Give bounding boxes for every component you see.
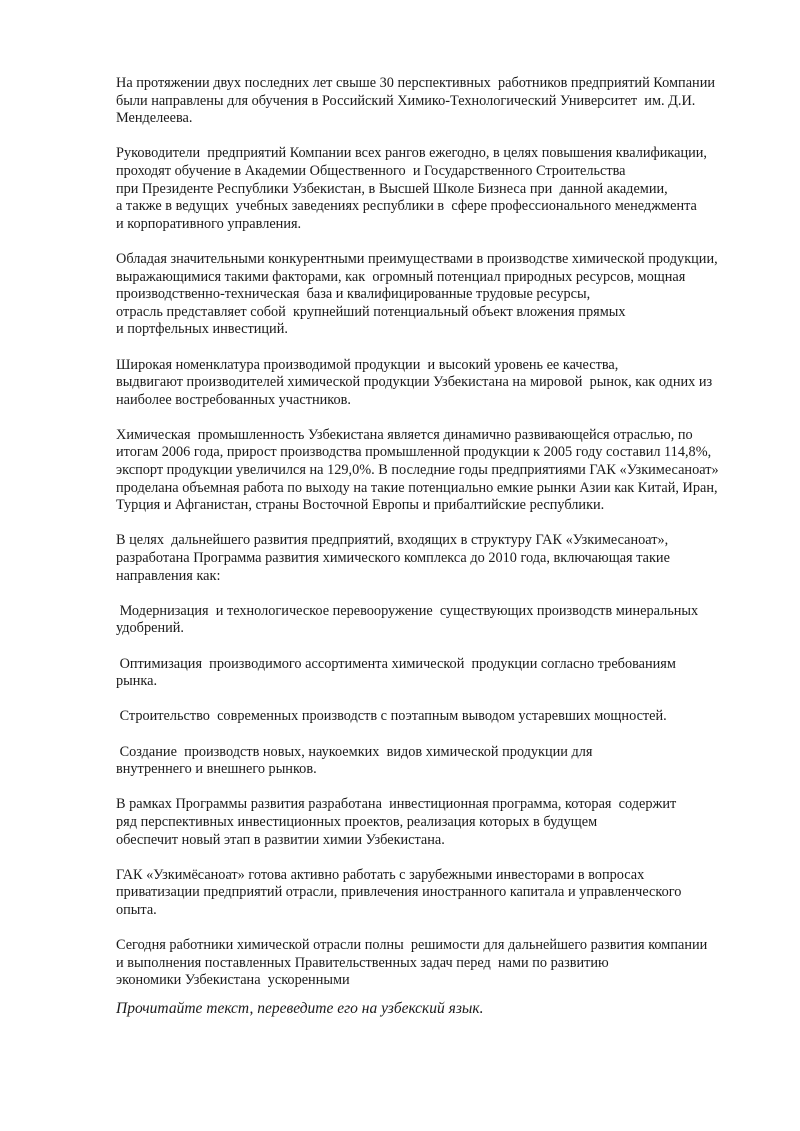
text-line: наиболее востребованных участников. xyxy=(116,391,351,408)
paragraph xyxy=(116,796,776,849)
text-line: экономики Узбекистана ускоренными xyxy=(116,972,350,989)
text-line: проделана объемная работа по выходу на такие потенциально емкие рынки Азии как Китай, Иран, xyxy=(116,479,718,496)
text-line: ряд перспективных инвестиционных проектов, реализация которых в будущем xyxy=(116,813,598,830)
text-line: выражающимися такими факторами, как огромный потенциал природных ресурсов, мощная xyxy=(116,268,686,285)
text-line: На протяжении двух последних лет свыше 30 перспективных работников предприятий Компании xyxy=(116,75,716,91)
text-line: Строительство современных производств с поэтапным выводом устаревших мощностей. xyxy=(116,708,667,725)
text-line: при Президенте Республики Узбекистан, в Высшей Школе Бизнеса при данной академии, xyxy=(116,180,668,197)
paragraph xyxy=(116,145,776,233)
text-line: отрасль представляет собой крупнейший потенциальный объект вложения прямых xyxy=(116,303,626,320)
text-line: итогам 2006 года, прирост производства промышленной продукции к 2005 году составил 114,8%, xyxy=(116,444,712,461)
task-instruction: Прочитайте текст, переведите его на узбекский язык. xyxy=(116,1000,484,1017)
text-line: приватизации предприятий отрасли, привлечения иностранного капитала и управленческого xyxy=(116,884,682,901)
text-line: Турция и Афганистан, страны Восточной Европы и прибалтийские республики. xyxy=(116,497,605,514)
text-line: внутреннего и внешнего рынков. xyxy=(116,761,317,778)
text-line: рынка. xyxy=(116,673,158,690)
text-line: проходят обучение в Академии Общественного и Государственного Строительства xyxy=(116,162,626,179)
paragraph xyxy=(116,603,776,638)
text-line: и портфельных инвестиций. xyxy=(116,321,288,338)
text-line: Оптимизация производимого ассортимента химической продукции согласно требованиям xyxy=(116,655,676,672)
text-line: удобрений. xyxy=(116,620,184,637)
text-line: Широкая номенклатура производимой продукции и высокий уровень ее качества, xyxy=(116,356,619,373)
text-line: а также в ведущих учебных заведениях республики в сфере профессионального менеджмента xyxy=(116,198,697,215)
text-line: Химическая промышленность Узбекистана является динамично развивающейся отраслью, по xyxy=(116,426,693,443)
paragraph xyxy=(116,532,776,585)
text-line: были направлены для обучения в Российский Химико-Технологический Университет им. Д.И. xyxy=(116,92,696,109)
text-line: экспорт продукции увеличился на 129,0%. В последние годы предприятиями ГАК «Узкимесаноат» xyxy=(116,462,719,479)
text-line: направления как: xyxy=(116,567,221,584)
text-line: обеспечит новый этап в развитии химии Узбекистана. xyxy=(116,831,445,848)
text-line: В целях дальнейшего развития предприятий, входящих в структуру ГАК «Узкимесаноат», xyxy=(116,532,669,549)
text-line: Создание производств новых, наукоемких видов химической продукции для xyxy=(116,743,593,760)
text-line: и корпоративного управления. xyxy=(116,215,302,232)
paragraph xyxy=(116,656,776,691)
paragraph xyxy=(116,251,776,339)
paragraph xyxy=(116,744,776,779)
paragraph xyxy=(116,708,776,726)
text-line: В рамках Программы развития разработана инвестиционная программа, которая содержит xyxy=(116,796,677,813)
text-line: ГАК «Узкимёсаноат» готова активно работать с зарубежными инвесторами в вопросах xyxy=(116,866,645,883)
text-line: и выполнения поставленных Правительственных задач перед нами по развитию xyxy=(116,954,609,971)
text-line: производственно-техническая база и квалифицированные трудовые ресурсы, xyxy=(116,286,591,303)
text-line: выдвигают производителей химической продукции Узбекистана на мировой рынок, как одних из xyxy=(116,374,713,391)
text-line: опыта. xyxy=(116,901,157,918)
text-line: Сегодня работники химической отрасли полны решимости для дальнейшего развития компании xyxy=(116,937,708,954)
text-line: Менделеева. xyxy=(116,110,193,127)
text-line: Модернизация и технологическое перевооружение существующих производств минеральных xyxy=(116,602,699,619)
text-line: Руководители предприятий Компании всех рангов ежегодно, в целях повышения квалификации, xyxy=(116,145,708,162)
document-body xyxy=(116,75,776,1007)
text-line: Обладая значительными конкурентными преимуществами в производстве химической продукции, xyxy=(116,250,718,267)
paragraph xyxy=(116,937,776,990)
text-line: разработана Программа развития химического комплекса до 2010 года, включающая такие xyxy=(116,550,670,567)
paragraph xyxy=(116,867,776,920)
paragraph xyxy=(116,75,776,128)
paragraph xyxy=(116,357,776,410)
paragraph xyxy=(116,427,776,515)
